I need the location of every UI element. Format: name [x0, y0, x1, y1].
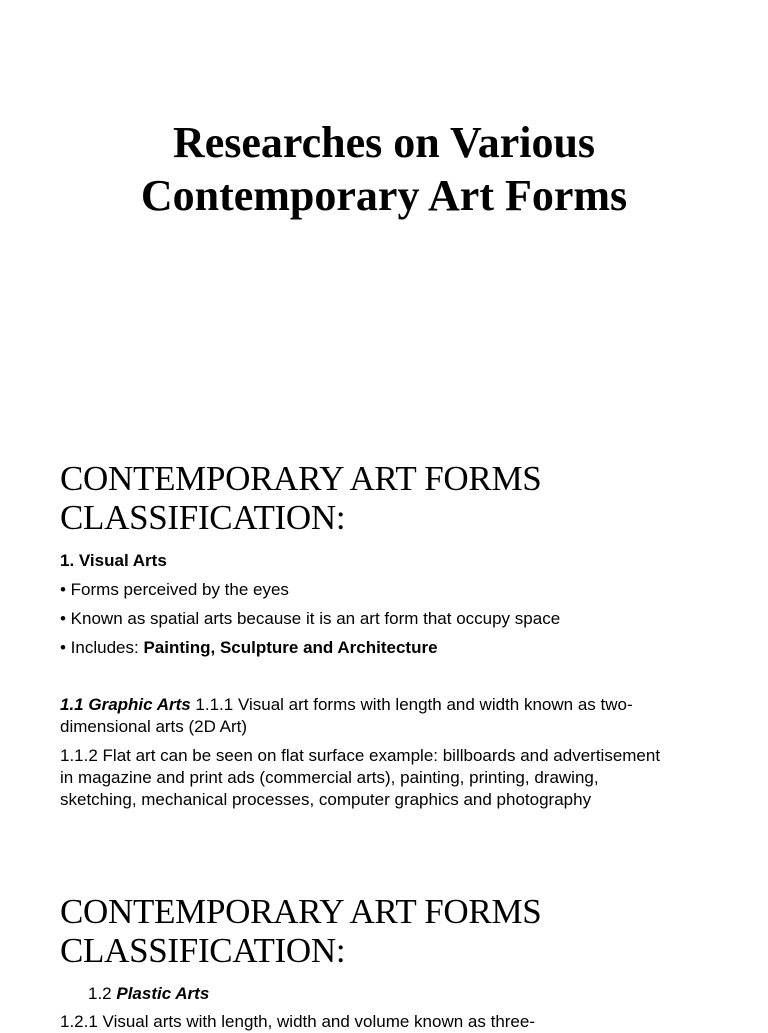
- document-title: [0, 116, 768, 222]
- graphic-arts-label: 1.1 Graphic Arts: [60, 695, 191, 714]
- section-heading-1-line-1: CONTEMPORARY ART FORMS: [60, 459, 542, 498]
- graphic-arts-line-2: dimensional arts (2D Art): [60, 717, 248, 736]
- plastic-arts-heading: [88, 983, 209, 1005]
- section-heading-2-line-2: CLASSIFICATION:: [60, 931, 346, 970]
- graphic-arts-line-1: [60, 694, 633, 716]
- section-heading-2: [60, 892, 541, 970]
- bullet-includes: [60, 637, 438, 659]
- section-heading-1: [60, 459, 541, 537]
- title-line-2: Contemporary Art Forms: [140, 171, 628, 220]
- plastic-arts-cutoff-line: 1.2.1 Visual arts with length, width and volume known as three-: [60, 1012, 536, 1031]
- includes-list: Painting, Sculpture and Architecture: [143, 638, 438, 657]
- plastic-arts-number: 1.2: [88, 984, 117, 1003]
- bullet-perceived-by-eyes: • Forms perceived by the eyes: [60, 580, 289, 599]
- title-line-1: Researches on Various: [172, 118, 596, 167]
- visual-arts-subheading: 1. Visual Arts: [60, 551, 167, 570]
- flat-art-line-3: sketching, mechanical processes, computer graphics and photography: [60, 790, 592, 809]
- graphic-arts-text: 1.1.1 Visual art forms with length and width known as two-: [190, 695, 633, 714]
- section-heading-1-line-2: CLASSIFICATION:: [60, 498, 346, 537]
- includes-prefix: • Includes:: [60, 638, 144, 657]
- section-heading-2-line-1: CONTEMPORARY ART FORMS: [60, 892, 542, 931]
- bullet-spatial-arts: • Known as spatial arts because it is an art form that occupy space: [60, 609, 561, 628]
- flat-art-line-2: in magazine and print ads (commercial arts), painting, printing, drawing,: [60, 768, 599, 787]
- plastic-arts-label: Plastic Arts: [116, 984, 210, 1003]
- flat-art-line-1: 1.1.2 Flat art can be seen on flat surface example: billboards and advertisement: [60, 746, 661, 765]
